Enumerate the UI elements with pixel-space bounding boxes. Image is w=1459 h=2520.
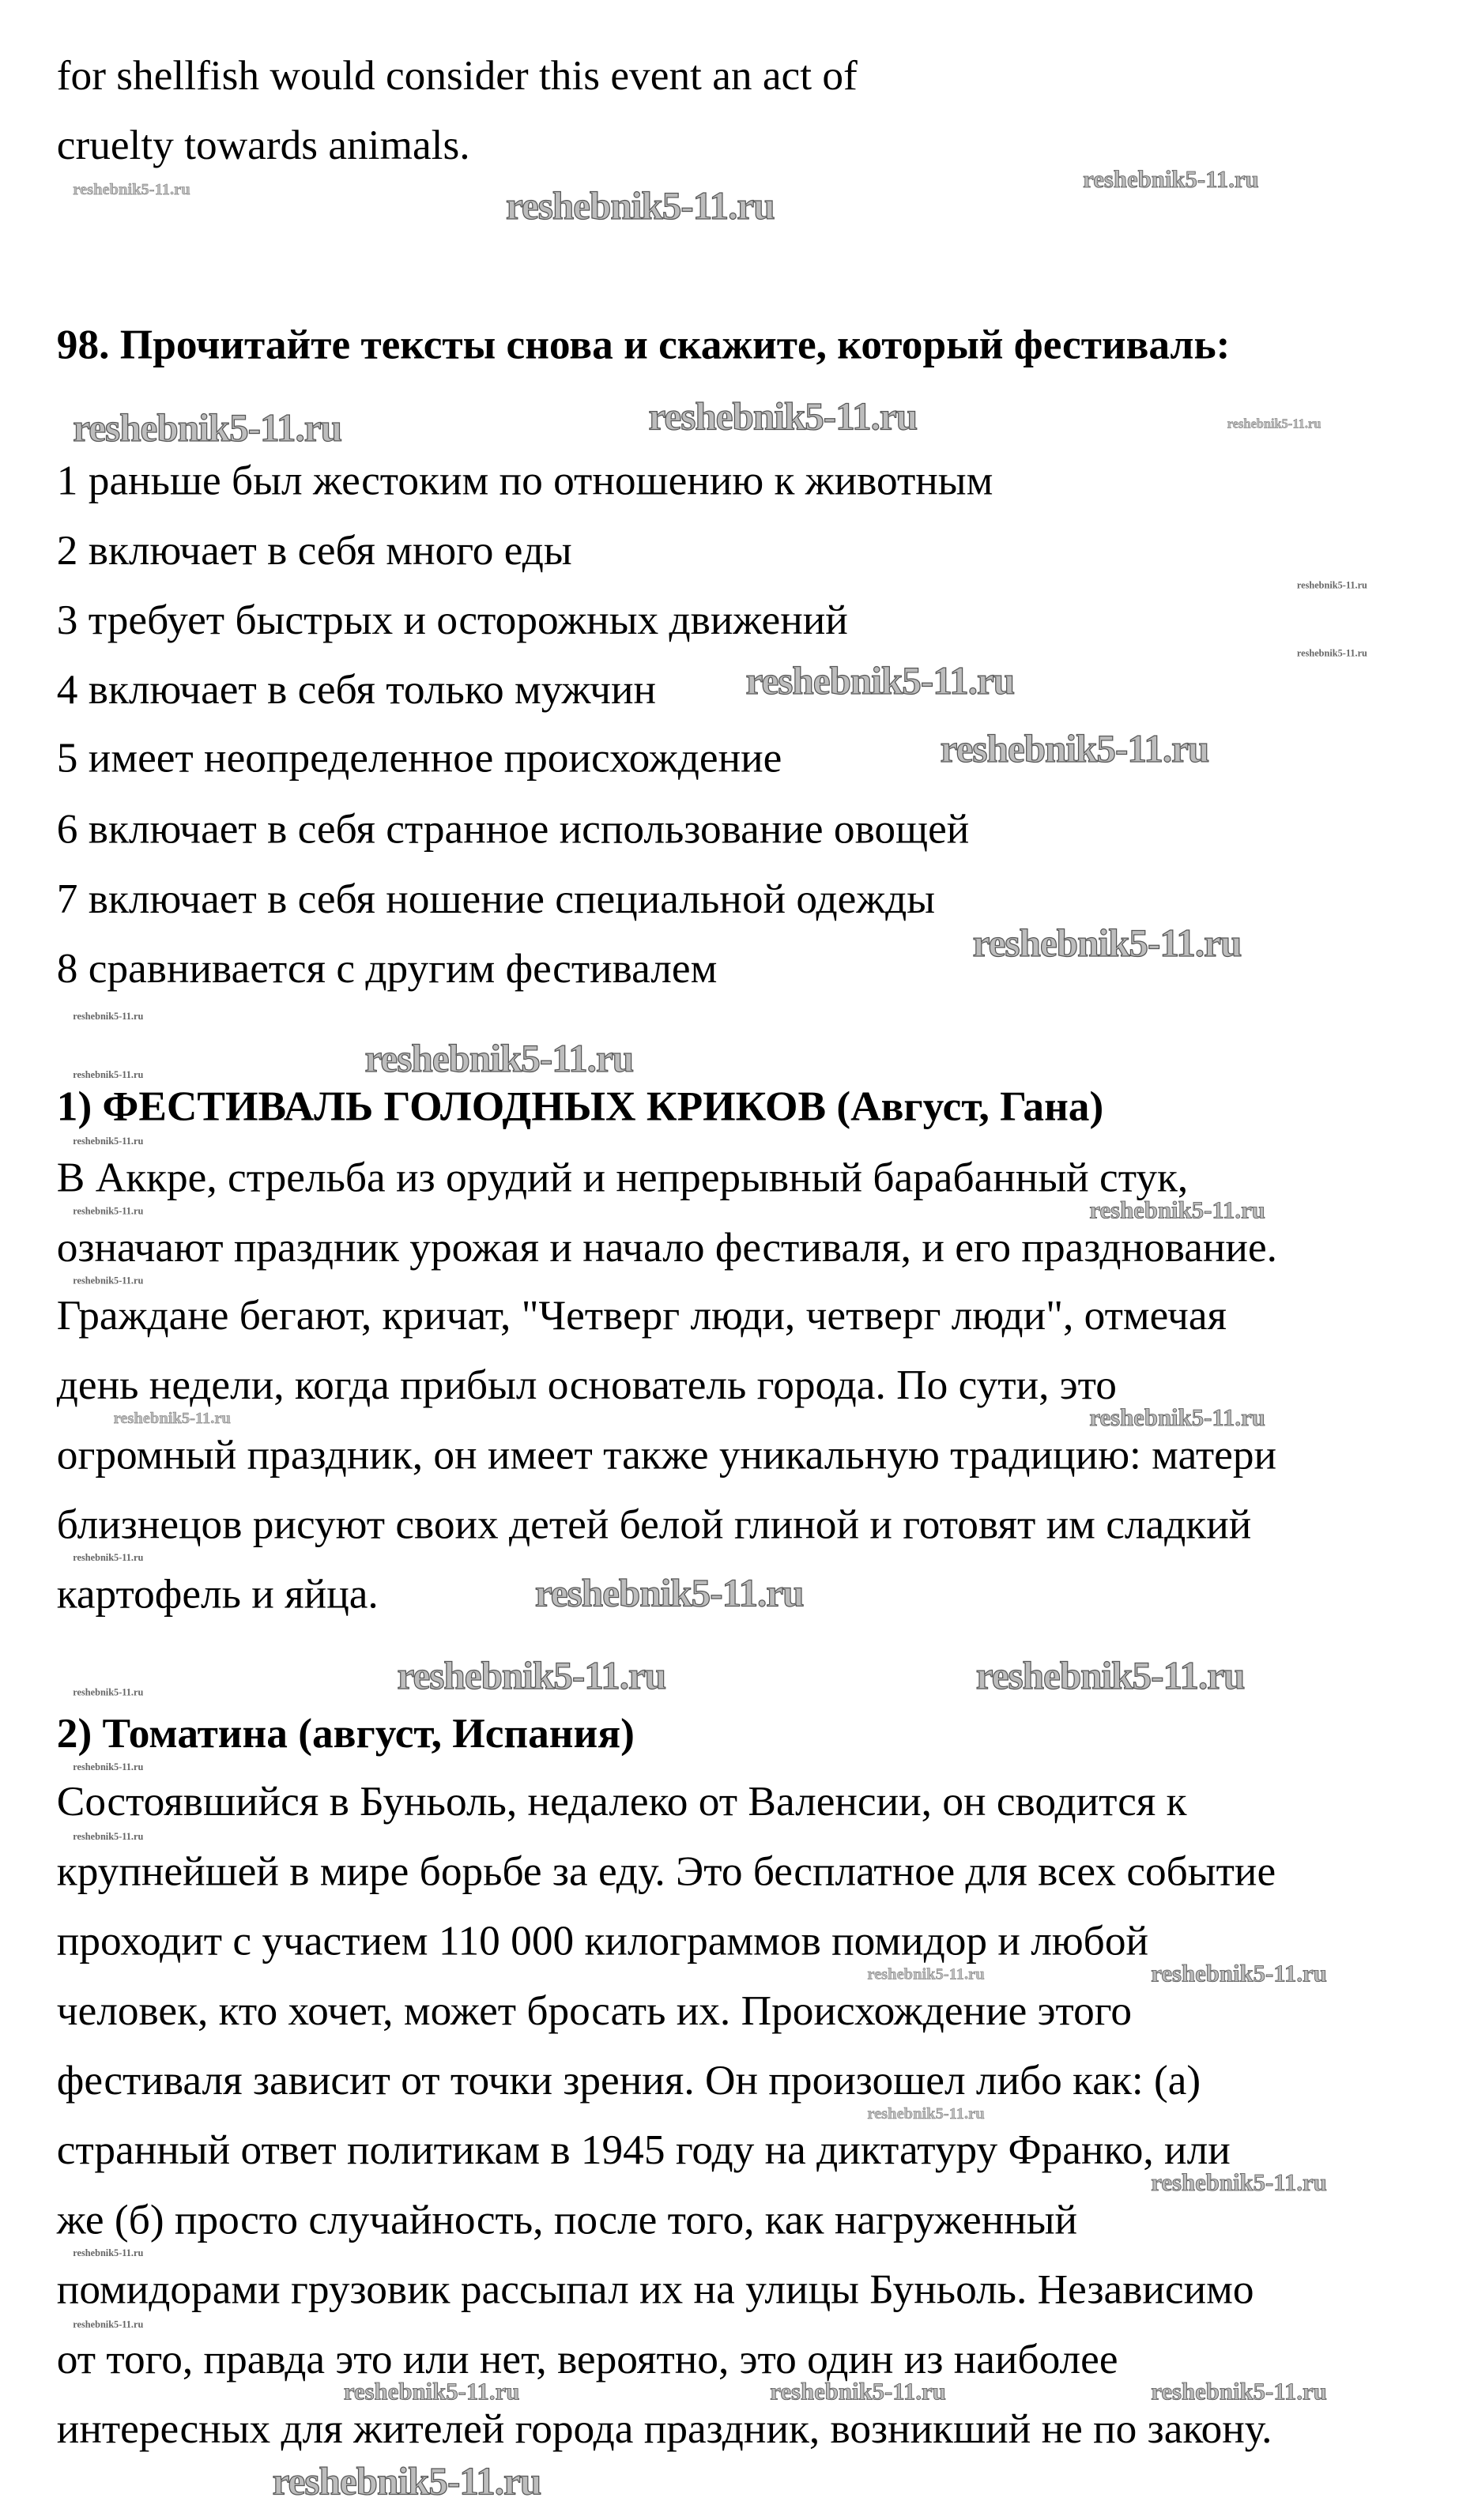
section2-line: фестиваля зависит от точки зрения. Он произошел либо как: (а) — [56, 2056, 1201, 2104]
section1-heading: 1) ФЕСТИВАЛЬ ГОЛОДНЫХ КРИКОВ (Август, Гана) — [56, 1083, 1104, 1130]
task-item: 1 раньше был жестоким по отношению к животным — [56, 457, 993, 504]
watermark: reshebnik5-11.ru — [975, 1656, 1245, 1699]
watermark: reshebnik5-11.ru — [73, 1071, 144, 1082]
watermark: reshebnik5-11.ru — [73, 408, 341, 451]
section2-line: человек, кто хочет, может бросать их. Происхождение этого — [56, 1987, 1133, 2035]
watermark: reshebnik5-11.ru — [1151, 1961, 1327, 1988]
watermark: reshebnik5-11.ru — [343, 2380, 520, 2406]
watermark: reshebnik5-11.ru — [73, 1689, 144, 1699]
watermark: reshebnik5-11.ru — [1089, 1198, 1265, 1225]
section1-line: огромный праздник, он имеет также уникальную традицию: матери — [56, 1431, 1277, 1478]
watermark: reshebnik5-11.ru — [1089, 1406, 1265, 1433]
section1-line: В Аккре, стрельба из орудий и непрерывный барабанный стук, — [56, 1154, 1189, 1201]
section2-line: крупнейшей в мире борьбе за еду. Это бесплатное для всех событие — [56, 1848, 1276, 1895]
task-heading: 98. Прочитайте тексты снова и скажите, который фестиваль: — [56, 321, 1231, 368]
section2-line: от того, правда это или нет, вероятно, это один из наиболее — [56, 2335, 1118, 2383]
watermark: reshebnik5-11.ru — [940, 729, 1209, 772]
watermark: reshebnik5-11.ru — [1227, 416, 1321, 431]
watermark: reshebnik5-11.ru — [745, 661, 1015, 704]
task-item: 7 включает в себя ношение специальной одежды — [56, 875, 936, 923]
watermark: reshebnik5-11.ru — [73, 1137, 144, 1148]
watermark: reshebnik5-11.ru — [648, 397, 918, 439]
watermark: reshebnik5-11.ru — [770, 2380, 946, 2406]
watermark: reshebnik5-11.ru — [505, 186, 775, 229]
watermark: reshebnik5-11.ru — [73, 2249, 144, 2260]
section2-line: проходит с участием 110 000 килограммов помидор и любой — [56, 1917, 1149, 1964]
intro-line: for shellfish would consider this event an act of — [56, 51, 858, 100]
watermark: reshebnik5-11.ru — [1151, 2380, 1327, 2406]
task-item: 8 сравнивается с другим фестивалем — [56, 944, 718, 993]
watermark: reshebnik5-11.ru — [272, 2462, 541, 2504]
section1-line: означают праздник урожая и начало фестиваля, и его празднование. — [56, 1223, 1277, 1271]
watermark: reshebnik5-11.ru — [867, 2105, 985, 2123]
section2-line: странный ответ политикам в 1945 году на диктатуру Франко, или — [56, 2126, 1231, 2174]
watermark: reshebnik5-11.ru — [1151, 2171, 1327, 2198]
section1-line: день недели, когда прибыл основатель города. По сути, это — [56, 1361, 1117, 1409]
watermark: reshebnik5-11.ru — [73, 1277, 144, 1287]
watermark: reshebnik5-11.ru — [73, 2321, 144, 2331]
task-item: 4 включает в себя только мужчин — [56, 666, 657, 714]
watermark: reshebnik5-11.ru — [73, 1012, 144, 1023]
watermark: reshebnik5-11.ru — [364, 1038, 634, 1082]
watermark: reshebnik5-11.ru — [1296, 582, 1367, 592]
watermark: reshebnik5-11.ru — [534, 1573, 804, 1616]
watermark: reshebnik5-11.ru — [73, 181, 190, 200]
watermark: reshebnik5-11.ru — [73, 1833, 144, 1844]
section2-heading: 2) Томатина (август, Испания) — [56, 1709, 635, 1757]
task-item: 6 включает в себя странное использование овощей — [56, 805, 970, 853]
watermark: reshebnik5-11.ru — [113, 1410, 231, 1429]
task-item: 5 имеет неопределенное происхождение — [56, 734, 782, 782]
watermark: reshebnik5-11.ru — [867, 1965, 985, 1984]
section1-line: Граждане бегают, кричат, "Четверг люди, четверг люди", отмечая — [56, 1291, 1227, 1339]
task-item: 2 включает в себя много еды — [56, 526, 572, 574]
section2-line: помидорами грузовик рассыпал их на улицы Буньоль. Независимо — [56, 2266, 1254, 2313]
watermark: reshebnik5-11.ru — [1296, 650, 1367, 660]
task-item: 3 требует быстрых и осторожных движений — [56, 596, 848, 644]
watermark: reshebnik5-11.ru — [1083, 168, 1259, 194]
section2-line: интересных для жителей города праздник, возникший не по закону. — [56, 2405, 1272, 2453]
section2-line: же (б) просто случайность, после того, как нагруженный — [56, 2196, 1078, 2243]
watermark: reshebnik5-11.ru — [73, 1554, 144, 1565]
section1-line: картофель и яйца. — [56, 1570, 379, 1618]
watermark: reshebnik5-11.ru — [397, 1656, 666, 1699]
section2-line: Состоявшийся в Буньоль, недалеко от Валенсии, он сводится к — [56, 1778, 1187, 1825]
watermark: reshebnik5-11.ru — [972, 924, 1242, 966]
watermark: reshebnik5-11.ru — [73, 1207, 144, 1218]
intro-line: cruelty towards animals. — [56, 121, 470, 169]
section1-line: близнецов рисуют своих детей белой глиной и готовят им сладкий — [56, 1501, 1252, 1548]
watermark: reshebnik5-11.ru — [73, 1763, 144, 1773]
